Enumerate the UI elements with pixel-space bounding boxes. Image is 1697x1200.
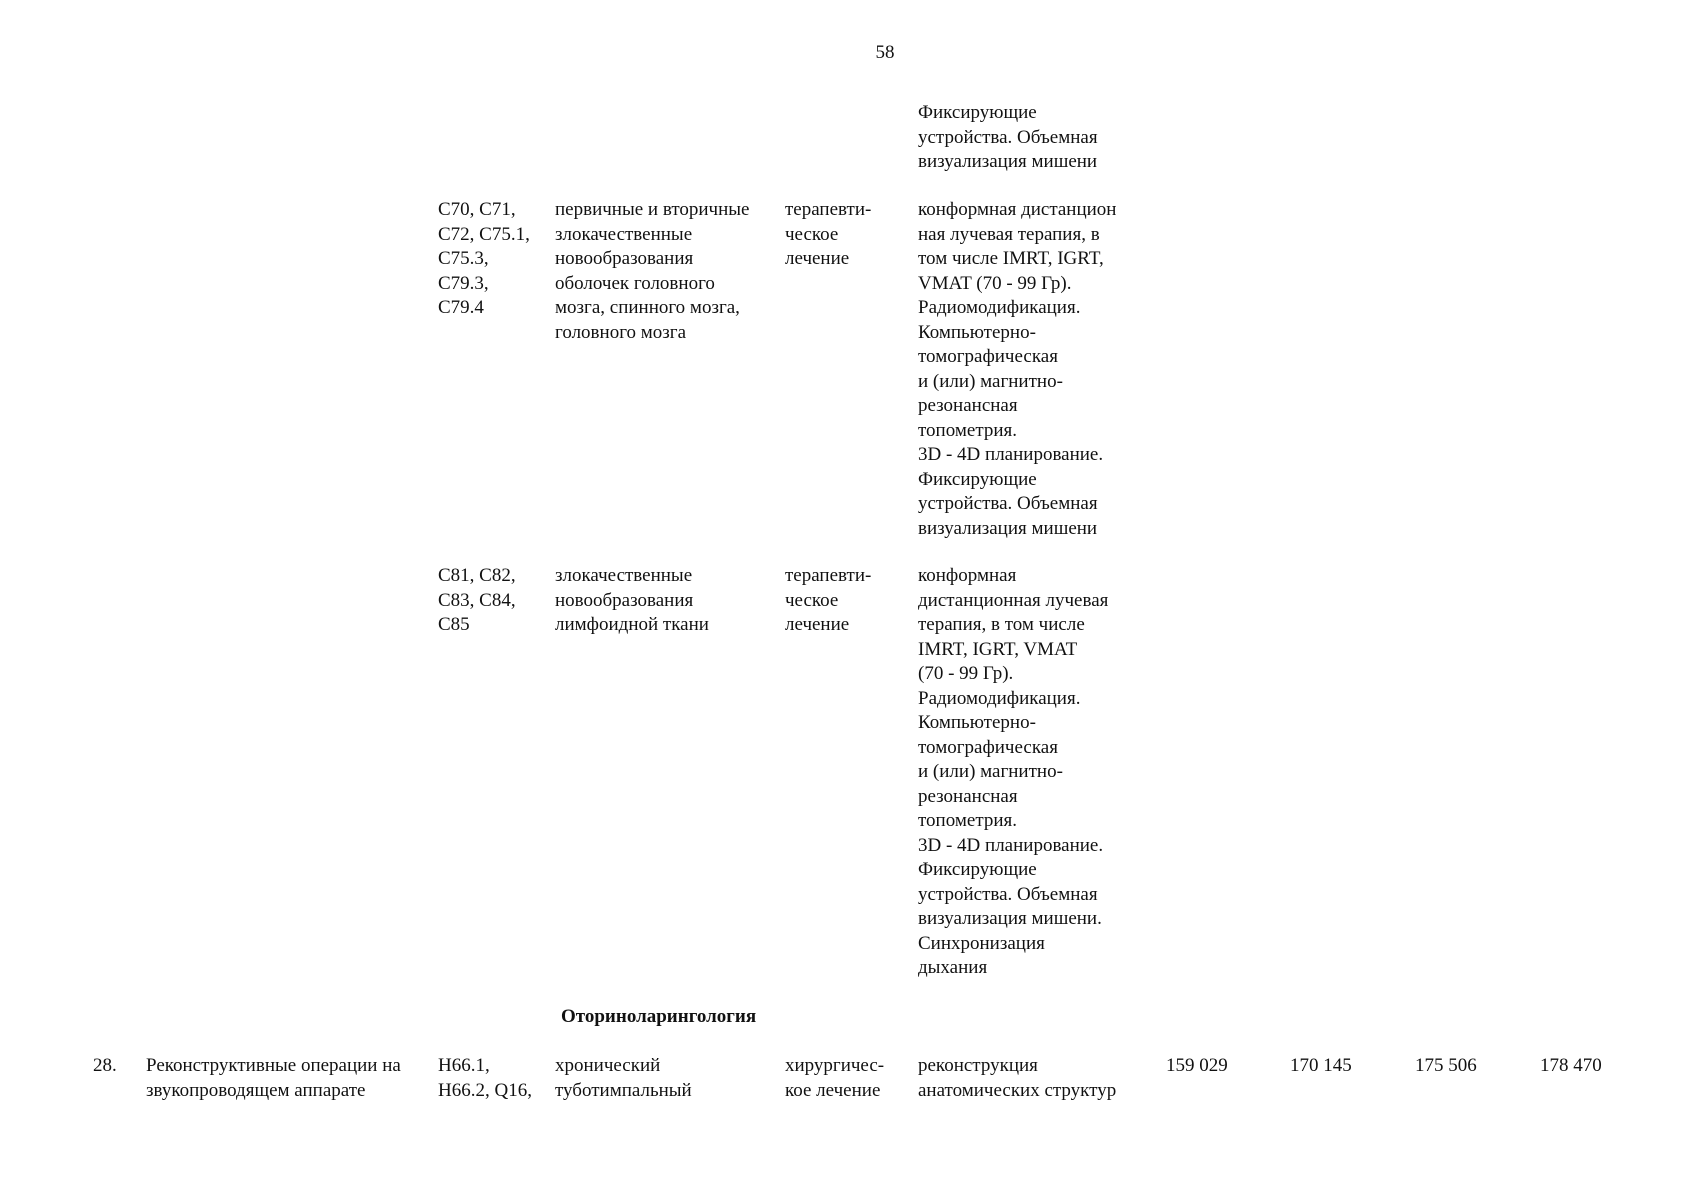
row-28-treatment-type: хирургичес- кое лечение [785,1055,885,1101]
row-treatment-type-c81: терапевти- ческое лечение [785,565,872,635]
row-method-c70: конформная дистанцион ная лучевая терапия, в том числе IMRT, IGRT, VMAT (70 - 99 Гр). Радиомодификация. Компьютерно- томографическая и (или) магнитно- резонансная топометрия. 3D - 4D планирование. Фиксирующие устройства. Объемная визуализация мишени [918,199,1117,539]
row-codes-c70: C70, C71, C72, C75.1, C75.3, C79.3, C79.4 [438,199,530,318]
row-28-value-4: 178 470 [1540,1055,1602,1076]
continued-method-cell: Фиксирующие устройства. Объемная визуализация мишени [918,102,1098,172]
row-28-value-2: 170 145 [1290,1055,1352,1076]
row-28-value-3: 175 506 [1415,1055,1477,1076]
row-treatment-type-c70: терапевти- ческое лечение [785,199,872,269]
section-heading: Оториноларингология [561,1006,757,1027]
row-28-value-1: 159 029 [1166,1055,1228,1076]
row-28-name: Реконструктивные операции на звукопроводящем аппарате [146,1055,401,1101]
row-diagnosis-c70: первичные и вторичные злокачественные новообразования оболочек головного мозга, спинного мозга, головного мозга [555,199,750,343]
page-number: 58 [875,42,895,63]
row-28-diagnosis: хронический туботимпальный [555,1055,692,1101]
row-diagnosis-c81: злокачественные новообразования лимфоидной ткани [555,565,709,635]
row-28-codes: H66.1, H66.2, Q16, [438,1055,532,1101]
row-codes-c81: C81, C82, C83, C84, C85 [438,565,516,635]
row-method-c81: конформная дистанционная лучевая терапия, в том числе IMRT, IGRT, VMAT (70 - 99 Гр). Радиомодификация. Компьютерно- томографическая и (или) магнитно- резонансная топометрия. 3D - 4D планирование. Фиксирующие устройства. Объемная визуализация мишени. Синхронизация дыхания [918,565,1109,978]
row-28-method: реконструкция анатомических структур [918,1055,1117,1101]
row-28-number: 28. [93,1055,117,1076]
